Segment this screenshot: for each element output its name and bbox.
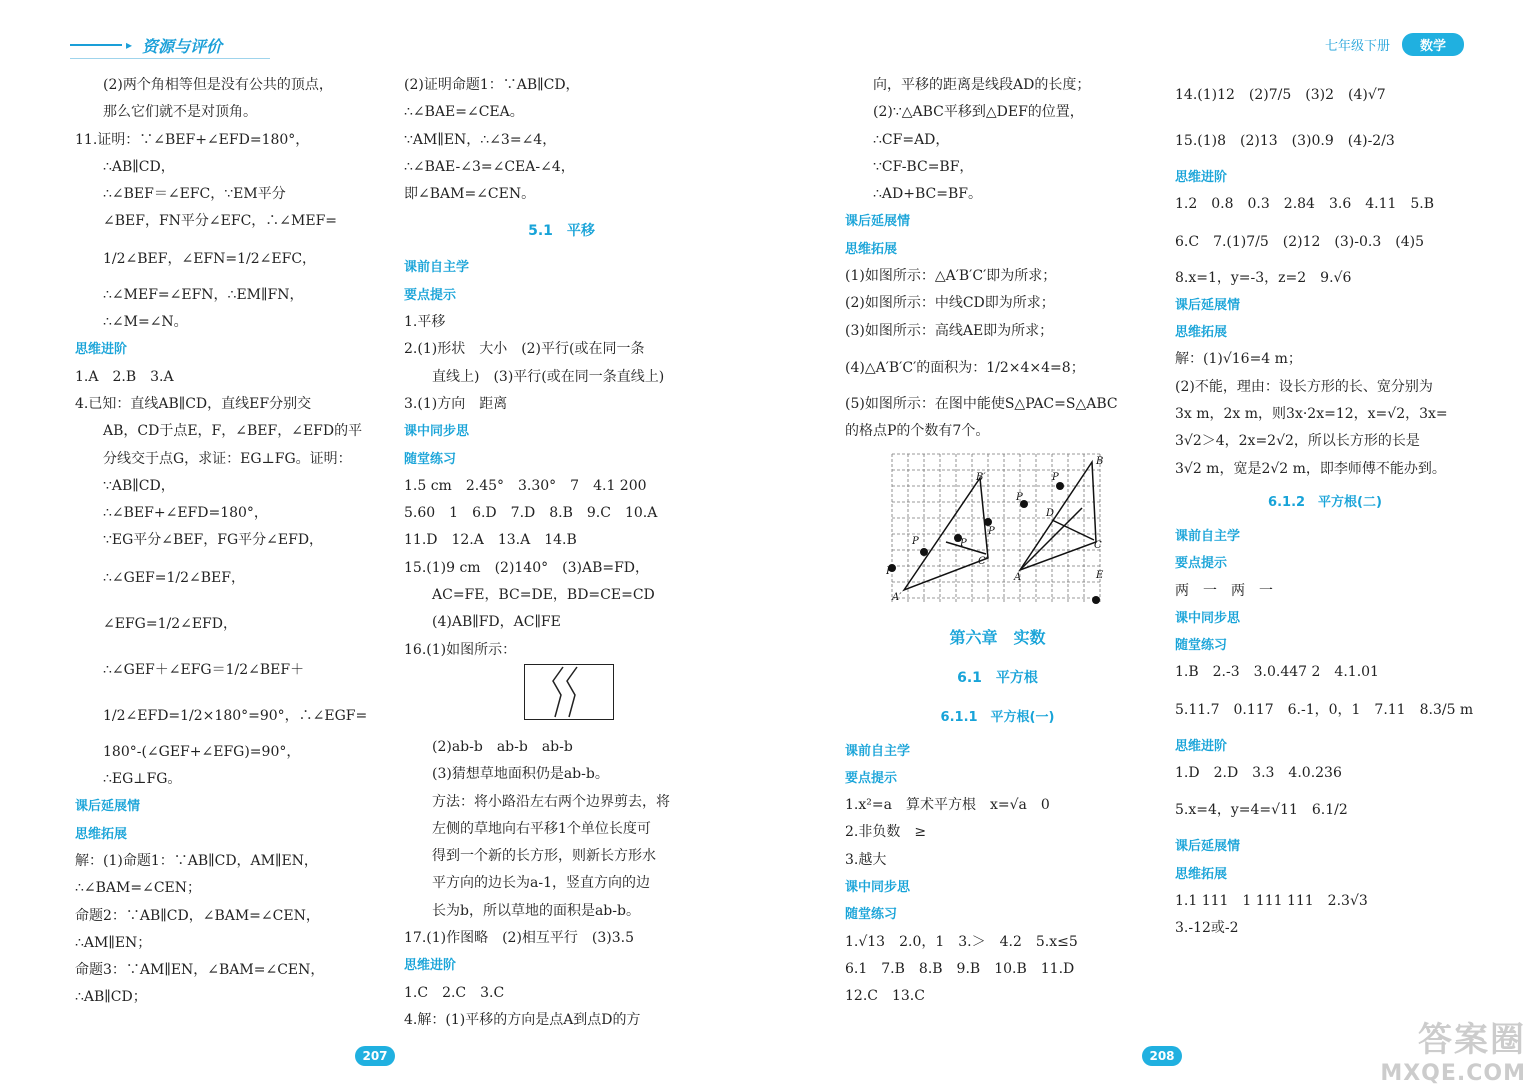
text-line: 5.11.7 0.117 6.-1，0，1 7.11 8.3/5 m [1175, 701, 1474, 718]
label-a-prime: A′ [892, 592, 902, 603]
translation-grid-figure [886, 450, 1116, 610]
lattice-point-p [984, 518, 992, 526]
text-line: 8.x=1，y=-3，z=2 9.√6 [1175, 269, 1352, 286]
text-line: ∴AM∥EN； [75, 934, 152, 951]
header-line [70, 44, 122, 46]
text-line: 1.1 111 1 111 111 2.3√3 [1175, 892, 1368, 909]
text-line: 3√2 m，宽是2√2 m，即李师傅不能办到。 [1175, 460, 1446, 477]
text-line: 6.C 7.(1)7/5 (2)12 (3)-0.3 (4)5 [1175, 233, 1424, 250]
chapter-title: 第六章 实数 [949, 627, 1046, 647]
section-heading: 思维拓展 [1175, 325, 1228, 341]
text-line: (4)△A′B′C′的面积为：1/2×4×4=8； [845, 359, 1085, 376]
page-number-left: 207 [355, 1046, 395, 1066]
text-line: 4.已知：直线AB∥CD，直线EF分别交 [75, 395, 312, 412]
section-heading: 课后延展情 [845, 214, 911, 230]
text-line: ∴∠BAE=∠CEA。 [404, 104, 524, 121]
text-line: 分线交于点G，求证：EG⊥FG。证明： [103, 450, 352, 467]
text-line: ∠EFG=1/2∠EFD， [103, 615, 237, 632]
subsection-title: 6.1.2 平方根(二) [1268, 494, 1382, 510]
text-line: 3.-12或-2 [1175, 920, 1239, 937]
text-line: 3.(1)方向 距离 [404, 395, 508, 412]
section-heading: 课中同步思 [1175, 610, 1241, 626]
text-line: AC=FE，BC=DE，BD=CE=CD [432, 587, 655, 604]
watermark-logo: 答案圈 [1418, 1020, 1526, 1060]
column-2 [404, 72, 719, 1034]
section-heading: 课后延展情 [75, 799, 141, 815]
text-line: 15.(1)9 cm (2)140° (3)AB=FD， [404, 559, 650, 576]
section-heading: 思维进阶 [75, 342, 128, 358]
text-line: ∴∠BAE-∠3=∠CEA-∠4， [404, 158, 575, 175]
grade-label: 七年级下册 [1324, 39, 1390, 54]
path-figure-box [524, 664, 614, 720]
lattice-point-p [1056, 482, 1064, 490]
text-line: ∴CF=AD， [873, 131, 950, 148]
text-line: (2)两个角相等但是没有公共的顶点， [103, 77, 333, 93]
text-line: 3x m，2x m，则3x·2x=12，x=√2，3x= [1175, 406, 1448, 423]
section-heading: 思维进阶 [1175, 738, 1228, 754]
text-line: ∴∠BEF＝∠EFC，∵EM平分 [103, 186, 286, 203]
label-p: P [886, 566, 893, 577]
text-line: (2)∵△ABC平移到△DEF的位置， [873, 104, 1084, 121]
text-line: 平方向的边长为a-1，竖直方向的边 [432, 875, 650, 892]
header-brand-area [70, 32, 222, 58]
label-e: E [1096, 570, 1104, 581]
section-heading: 思维拓展 [1175, 866, 1228, 882]
label-p: P [912, 536, 919, 547]
text-line: 14.(1)12 (2)7/5 (3)2 (4)√7 [1175, 87, 1386, 103]
label-c: C [1094, 540, 1102, 551]
text-line: 1.C 2.C 3.C [404, 984, 505, 1001]
section-heading: 课后延展情 [1175, 839, 1241, 855]
text-line: (5)如图所示：在图中能使S△PAC=S△ABC [845, 395, 1118, 412]
text-line: 17.(1)作图略 (2)相互平行 (3)3.5 [404, 930, 635, 947]
text-line: ∵CF-BC=BF， [873, 158, 974, 175]
section-heading: 课中同步思 [404, 424, 470, 440]
text-line: ∴∠BEF+∠EFD=180°， [103, 505, 268, 522]
text-line: 方法：将小路沿左右两个边界剪去，将 [432, 793, 670, 810]
text-line: 180°-(∠GEF+∠EFG)=90°， [103, 743, 301, 760]
section-heading: 课中同步思 [845, 880, 911, 896]
text-line: 得到一个新的长方形，则新长方形水 [432, 848, 656, 865]
text-line: 的格点P的个数有7个。 [845, 423, 990, 440]
label-p: P [1052, 472, 1059, 483]
text-line: AB，CD于点E，F，∠BEF，∠EFD的平 [103, 423, 363, 440]
arrow-icon: ▸ [126, 38, 133, 52]
section-heading: 课前自主学 [1175, 528, 1241, 544]
text-line: 3√2＞4，2x=2√2，所以长方形的长是 [1175, 433, 1420, 450]
text-line: (1)如图所示：△A′B′C′即为所求； [845, 268, 1057, 285]
text-line: ∠BEF，FN平分∠EFC，∴∠MEF= [103, 213, 338, 230]
text-line: ∴∠GEF＋∠EFG＝1/2∠BEF＋ [103, 661, 305, 678]
text-line: 3.越大 [845, 851, 887, 868]
text-line: 2.(1)形状 大小 (2)平行(或在同一条 [404, 341, 645, 358]
text-line: 1.√13 2.0，1 3.＞ 4.2 5.x≤5 [845, 933, 1078, 950]
text-line: (3)如图所示：高线AE即为所求； [845, 322, 1054, 339]
header-grade-area [1325, 33, 1464, 56]
section-heading: 思维进阶 [404, 958, 457, 974]
header-rule [70, 58, 270, 59]
subject-badge: 数学 [1402, 33, 1464, 56]
section-heading: 课前自主学 [404, 260, 470, 276]
text-line: ∴∠MEF=∠EFN，∴EM∥FN， [103, 286, 304, 303]
text-line: 1.5 cm 2.45° 3.30° 7 4.1 200 [404, 477, 647, 494]
text-line: ∴∠M=∠N。 [103, 314, 188, 331]
text-line: 1.2 0.8 0.3 2.84 3.6 4.11 5.B [1175, 196, 1435, 213]
text-line: ∵EG平分∠BEF，FG平分∠EFD， [103, 532, 324, 549]
section-heading: 随堂练习 [404, 451, 457, 467]
text-line: 1.B 2.-3 3.0.447 2 4.1.01 [1175, 664, 1379, 681]
text-line: (2)如图所示：中线CD即为所求； [845, 295, 1055, 312]
text-line: 1.A 2.B 3.A [75, 368, 174, 385]
text-line: 直线上) (3)平行(或在同一条直线上) [432, 368, 665, 385]
text-line: 即∠BAM=∠CEN。 [404, 186, 536, 203]
section-heading: 课后延展情 [1175, 297, 1241, 313]
section-heading: 思维拓展 [845, 241, 898, 257]
text-line: (4)AB∥FD，AC∥FE [432, 614, 561, 631]
column-1 [75, 72, 380, 1012]
text-line: 左侧的草地向右平移1个单位长度可 [432, 820, 651, 837]
text-line: 11.D 12.A 13.A 14.B [404, 532, 577, 549]
text-line: (2)证明命题1：∵AB∥CD， [404, 77, 580, 93]
section-heading: 随堂练习 [845, 907, 898, 923]
path-figure-svg [525, 665, 613, 719]
label-b-prime: B′ [976, 472, 986, 483]
lattice-point-p [1092, 596, 1100, 604]
text-line: 命题2：∵AB∥CD，∠BAM=∠CEN， [75, 907, 320, 924]
label-p: P [988, 526, 995, 537]
text-line: 1/2∠BEF，∠EFN=1/2∠EFC， [103, 250, 317, 267]
text-line: 两 一 两 一 [1175, 582, 1273, 599]
label-d: D [1046, 508, 1055, 519]
text-line: 12.C 13.C [845, 988, 925, 1005]
text-line: 11.证明：∵∠BEF+∠EFD=180°， [75, 131, 310, 148]
section-heading: 课前自主学 [845, 743, 911, 759]
text-line: 向，平移的距离是线段AD的长度； [873, 77, 1091, 93]
text-line: 那么它们就不是对顶角。 [103, 104, 257, 121]
text-line: 2.非负数 ≥ [845, 824, 927, 841]
label-p: P [1016, 492, 1023, 503]
text-line: ∴AB∥CD； [75, 989, 147, 1006]
text-line: 1/2∠EFD=1/2×180°=90°，∴∠EGF= [103, 707, 368, 724]
text-line: 5.x=4，y=4=√11 6.1/2 [1175, 802, 1348, 819]
section-title: 6.1 平方根 [957, 669, 1038, 686]
text-line: 1.x²=a 算术平方根 x=√a 0 [845, 797, 1050, 814]
label-p: P [960, 538, 967, 549]
text-line: 5.60 1 6.D 7.D 8.B 9.C 10.A [404, 505, 658, 522]
text-line: 15.(1)8 (2)13 (3)0.9 (4)-2/3 [1175, 133, 1395, 149]
brand-title: 资源与评价 [142, 36, 223, 56]
section-heading: 要点提示 [404, 287, 457, 303]
section-heading: 要点提示 [1175, 556, 1228, 572]
text-line: ∴AD+BC=BF。 [873, 186, 982, 203]
lattice-point-p [920, 548, 928, 556]
text-line: 解：(1)√16=4 m； [1175, 351, 1302, 368]
column-4 [1175, 72, 1475, 943]
section-heading: 要点提示 [845, 770, 898, 786]
triangle-a-prime [904, 478, 988, 590]
text-line: ∴EG⊥FG。 [103, 771, 182, 788]
label-c-prime: C′ [978, 556, 988, 567]
text-line: ∴∠BAM=∠CEN； [75, 880, 202, 897]
page-number-right: 208 [1142, 1046, 1182, 1066]
watermark [1380, 1012, 1526, 1086]
text-line: 6.1 7.B 8.B 9.B 10.B 11.D [845, 960, 1075, 977]
path-figure [404, 664, 719, 734]
text-line: ∵AB∥CD， [103, 477, 175, 494]
text-line: (2)不能，理由：设长方形的长、宽分别为 [1175, 378, 1433, 395]
label-b: B [1096, 456, 1104, 467]
text-line: ∴∠GEF=1/2∠BEF， [103, 569, 245, 586]
section-title: 5.1 平移 [528, 223, 595, 240]
text-line: 长为b，所以草地的面积是ab-b。 [432, 902, 640, 919]
text-line: 4.解：(1)平移的方向是点A到点D的方 [404, 1011, 641, 1028]
text-line: 16.(1)如图所示： [404, 641, 517, 658]
section-heading: 思维进阶 [1175, 170, 1228, 185]
subsection-title: 6.1.1 平方根(一) [940, 709, 1055, 725]
section-heading: 随堂练习 [1175, 638, 1228, 654]
text-line: (2)ab-b ab-b ab-b [432, 738, 573, 755]
text-line: ∴AB∥CD， [103, 158, 175, 175]
watermark-url: MXQE.COM [1380, 1061, 1526, 1086]
text-line: (3)猜想草地面积仍是ab-b。 [432, 766, 609, 783]
section-heading: 思维拓展 [75, 826, 128, 842]
text-line: 解：(1)命题1：∵AB∥CD，AM∥EN， [75, 852, 318, 869]
text-line: 1.D 2.D 3.3 4.0.236 [1175, 765, 1342, 782]
text-line: 命题3：∵AM∥EN，∠BAM=∠CEN， [75, 962, 325, 979]
label-a: A [1014, 572, 1022, 583]
text-line: ∵AM∥EN，∴∠3=∠4， [404, 131, 557, 148]
text-line: 1.平移 [404, 314, 446, 331]
